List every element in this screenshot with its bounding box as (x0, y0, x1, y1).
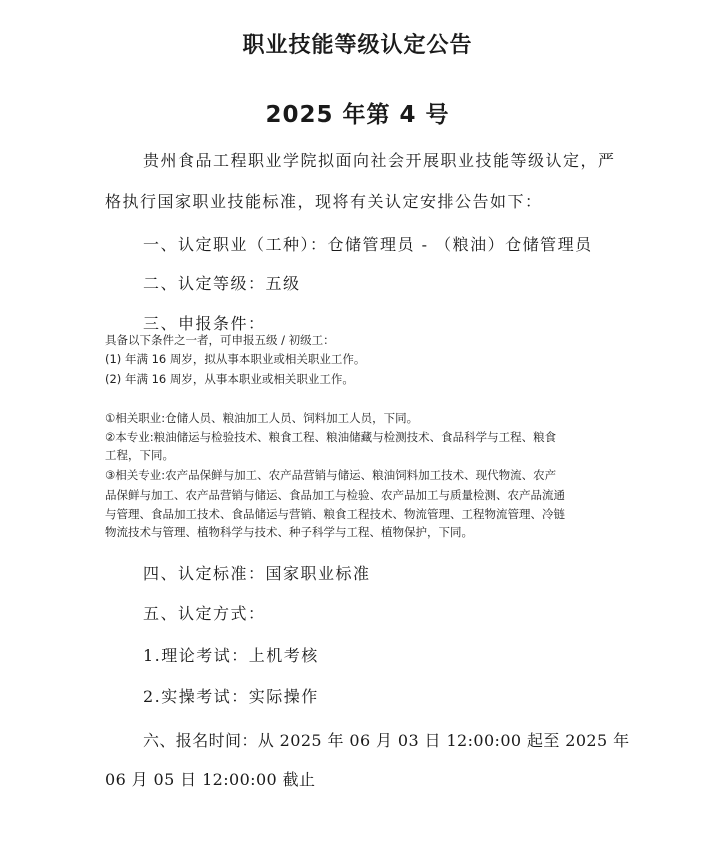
intro-line-1: 贵州食品工程职业学院拟面向社会开展职业技能等级认定，严 (143, 151, 616, 170)
section-level: 二、认定等级：五级 (143, 274, 301, 293)
note-3-line-2: 品保鲜与加工、农产品营销与储运、食品加工与检验、农产品加工与质量检测、农产品流通 (105, 488, 565, 502)
method-practical: 2.实操考试：实际操作 (143, 687, 319, 706)
note-1: ①相关职业:仓储人员、粮油加工人员、饲料加工人员，下同。 (105, 411, 419, 425)
condition-1: (1) 年满 16 周岁，拟从事本职业或相关职业工作。 (105, 352, 366, 366)
section-method-heading: 五、认定方式： (143, 604, 266, 623)
document-number: 2025 年第 4 号 (265, 102, 450, 128)
intro-line-2: 格执行国家职业技能标准，现将有关认定安排公告如下： (105, 192, 543, 211)
note-3-line-1: ③相关专业:农产品保鲜与加工、农产品营销与储运、粮油饲料加工技术、现代物流、农产 (105, 468, 557, 482)
conditions-lead: 具备以下条件之一者，可申报五级 / 初级工： (105, 333, 335, 347)
registration-time-line-2: 06 月 05 日 12:00:00 截止 (105, 770, 316, 789)
section-occupation: 一、认定职业（工种）：仓储管理员 - （粮油）仓储管理员 (143, 235, 593, 254)
method-theory: 1.理论考试：上机考核 (143, 646, 319, 665)
condition-2: (2) 年满 16 周岁，从事本职业或相关职业工作。 (105, 372, 354, 386)
registration-time-line-1: 六、报名时间：从 2025 年 06 月 03 日 12:00:00 起至 2025 年 (143, 731, 630, 750)
section-standard: 四、认定标准：国家职业标准 (143, 564, 371, 583)
document-title: 职业技能等级认定公告 (242, 33, 473, 58)
note-3-line-4: 物流技术与管理、植物科学与技术、种子科学与工程、植物保护，下同。 (105, 525, 473, 539)
note-2-line-2: 工程，下同。 (105, 448, 174, 462)
note-2-line-1: ②本专业:粮油储运与检验技术、粮食工程、粮油储藏与检测技术、食品科学与工程、粮食 (105, 430, 557, 444)
note-3-line-3: 与管理、食品加工技术、食品储运与营销、粮食工程技术、物流管理、工程物流管理、冷链 (105, 507, 565, 521)
section-conditions-heading: 三、申报条件： (143, 314, 266, 333)
